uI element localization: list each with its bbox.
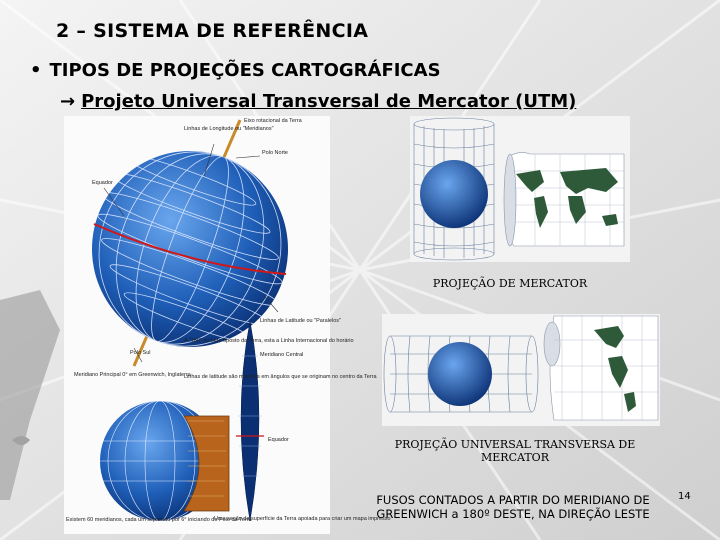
fusos-note [358, 493, 668, 521]
slide-title: 2 – SISTEMA DE REFERÊNCIA [56, 20, 369, 42]
label-polo-norte: Polo Norte [262, 150, 288, 156]
utm-graphic [382, 314, 660, 426]
label-equador: Equador [92, 180, 113, 186]
mercator-graphic [410, 116, 630, 262]
utm-caption-line-2: MERCATOR [481, 451, 549, 464]
bullet-text: TIPOS DE PROJEÇÕES CARTOGRÁFICAS [49, 60, 441, 81]
utm-projection-figure [382, 314, 660, 426]
label-meridiano-principal: Meridiano Principal 0° em Greenwich, Inglaterra [74, 372, 191, 378]
page-number: 14 [678, 491, 691, 502]
bullet-item [30, 60, 441, 81]
bullet-dot-icon: • [30, 60, 42, 81]
mercator-caption: PROJEÇÃO DE MERCATOR [432, 277, 588, 290]
label-existem: Existem 60 meridianos, cada um separado por 6° iniciando do Polo da Terra [66, 517, 252, 523]
label-latitude: Linhas de Latitude ou "Paralelos" [260, 318, 341, 324]
utm-caption [380, 438, 650, 464]
fusos-note-line-2: GREENWICH a 180º DESTE, NA DIREÇÃO LESTE [376, 507, 650, 521]
label-secao: Uma seção da superfície da Terra apoiada para criar um mapa impresso [214, 516, 391, 522]
globe-diagram-graphic [64, 116, 391, 534]
label-equador-2: Equador [268, 437, 289, 443]
right-arrow-icon: → [60, 91, 76, 112]
globe-diagram-figure [64, 116, 391, 534]
mercator-projection-figure [410, 116, 630, 262]
subtopic-label: Projeto Universal Transversal de Mercator (UTM) [81, 91, 577, 112]
label-longitude: Linhas de Longitude ou "Meridianos" [184, 126, 274, 132]
subtopic-item [60, 91, 576, 112]
fusos-note-line-1: FUSOS CONTADOS A PARTIR DO MERIDIANO DE [376, 493, 650, 507]
label-linhas-medidas: Linhas de latitude são medidas em ângulos que se originam no centro da Terra [184, 374, 377, 380]
label-linha-data: A "180" no lado oposto da Terra, esta a Linha Internacional do horário [184, 338, 354, 344]
label-polo-sul: Polo Sul [130, 350, 151, 356]
utm-caption-line-1: PROJEÇÃO UNIVERSAL TRANSVERSA DE [394, 438, 636, 451]
label-meridiano-central: Meridiano Central [260, 352, 304, 358]
label-eixo: Eixo rotacional da Terra [244, 118, 302, 124]
